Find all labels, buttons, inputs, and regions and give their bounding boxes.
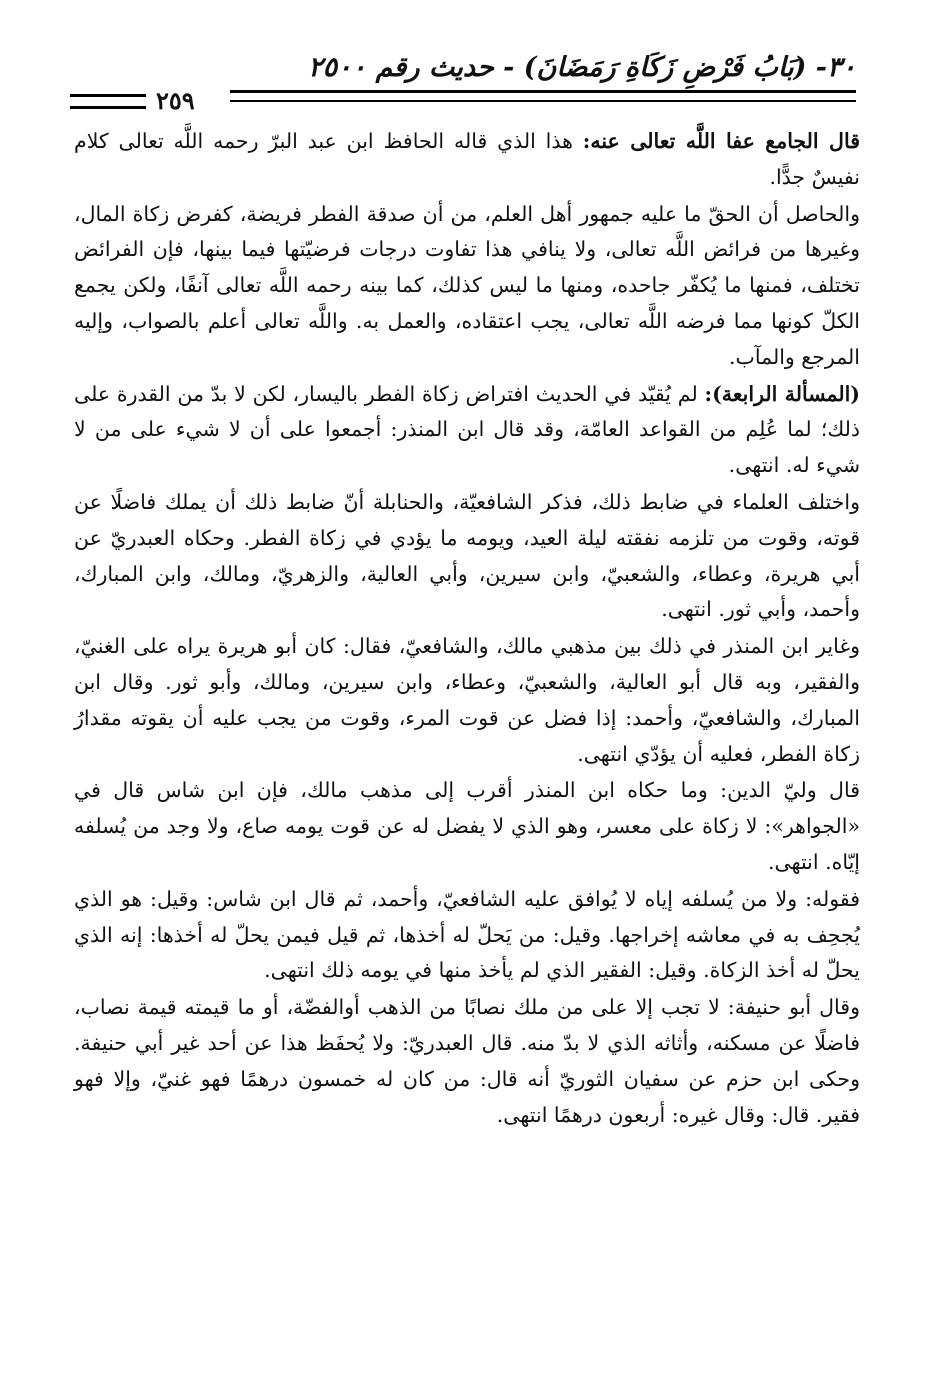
paragraph-lead: (المسألة الرابعة):: [704, 381, 861, 406]
body-text: [74, 124, 860, 1133]
paragraph-text: قال وليّ الدين: وما حكاه ابن المنذر أقرب إلى مذهب مالك، فإن ابن شاس قال في «الجواهر»: لا زكاة على معسر، وهو الذي لا يفضل له عن قوت يومه صاع، ولا وجد من يُسلفه إيّاه. انتهى.: [74, 778, 860, 874]
paragraph-1: [74, 124, 860, 196]
paragraph-8: [74, 990, 860, 1133]
paragraph-7: [74, 882, 860, 989]
paragraph-6: [74, 773, 860, 880]
paragraph-text: فقوله: ولا من يُسلفه إياه لا يُوافق عليه الشافعيّ، وأحمد، ثم قال ابن شاس: وقيل: هو الذي يُجحِف به في معاشه إخراجها. وقيل: من يَحلّ له أخذها، ثم قيل فيمن يحلّ له أخذها: إنه الذي يحلّ له أخذ الزكاة. وقيل: الفقير الذي لم يأخذ منها في يومه ذلك انتهى.: [74, 886, 860, 983]
paragraph-lead: قال الجامع عفا اللَّه تعالى عنه:: [582, 129, 861, 153]
paragraph-text: وقال أبو حنيفة: لا تجب إلا على من ملك نصابًا من الذهب أوالفضّة، أو ما قيمته قيمة نصاب، فاضلًا عن مسكنه، وأثاثه الذي لا بدّ منه. قال العبدريّ: ولا يُحفَظ هذا عن أحد غير أبي حنيفة. وحكى ابن حزم عن سفيان الثوريّ أنه قال: من كان له خمسون درهمًا فهو غنيّ، وإلا فهو فقير. قال: وقال غيره: أربعون درهمًا انتهى.: [74, 995, 860, 1127]
page-header: [70, 48, 856, 118]
header-rule-short: [70, 94, 146, 109]
paragraph-4: [74, 485, 860, 628]
paragraph-2: [74, 197, 860, 376]
paragraph-text: لم يُقيّد في الحديث افتراض زكاة الفطر باليسار، لكن لا بدّ من القدرة على ذلك؛ لما عُلِم من القواعد العامّة، وقد قال ابن المنذر: أجمعوا على أن لا شيء على من لا شيء له. انتهى.: [74, 381, 860, 478]
paragraph-text: وغاير ابن المنذر في ذلك بين مذهبي مالك، والشافعيّ، فقال: كان أبو هريرة يراه على الغنيّ، والفقير، وبه قال أبو العالية، والشعبيّ، وعطاء، وابن سيرين، ومالك، وأبو ثور. وقال ابن المبارك، والشافعيّ، وأحمد: إذا فضل عن قوت المرء، وقوت من يجب عليه أن يقوته مقدارُ زكاة الفطر، فعليه أن يؤدّي انتهى.: [74, 634, 860, 766]
paragraph-text: والحاصل أن الحقّ ما عليه جمهور أهل العلم، من أن صدقة الفطر فريضة، كفرض زكاة المال، وغيرها من فرائض اللَّه تعالى، ولا ينافي هذا تفاوت درجات فرضيّتها فيما بينها، فإن الفرائض تختلف، فمنها ما يُكفّر جاحده، ومنها ما ليس كذلك، كما بينه رحمه اللَّه تعالى آنفًا، ولكن يجمع الكلّ كونها مما فرضه اللَّه تعالى، يجب اعتقاده، والعمل به. واللَّه تعالى أعلم بالصواب، وإليه المرجع والمآب.: [74, 201, 860, 369]
page-number: ٢٥٩: [156, 86, 195, 115]
paragraph-text: واختلف العلماء في ضابط ذلك، فذكر الشافعيّة، والحنابلة أنّ ضابط ذلك أن يملك فاضلًا عن قوته، وقوت من تلزمه نفقته ليلة العيد، ويومه ما يؤدي في زكاة الفطر. وحكاه العبدريّ عن أبي هريرة، وعطاء، والشعبيّ، وابن سيرين، وأبي العالية، والزهريّ، ومالك، وابن المبارك، وأحمد، وأبي ثور. انتهى.: [74, 489, 860, 622]
paragraph-3: [74, 377, 860, 484]
paragraph-5: [74, 629, 860, 772]
chapter-title: ٣٠- (بَابُ فَرْضِ زَكَاةِ رَمَضَانَ) - حديث رقم ٢٥٠٠: [308, 52, 856, 83]
header-rule: [230, 90, 856, 102]
paragraph-text: هذا الذي قاله الحافظ ابن عبد البرّ رحمه اللَّه تعالى كلام نفيسٌ جدًّا.: [74, 129, 860, 189]
